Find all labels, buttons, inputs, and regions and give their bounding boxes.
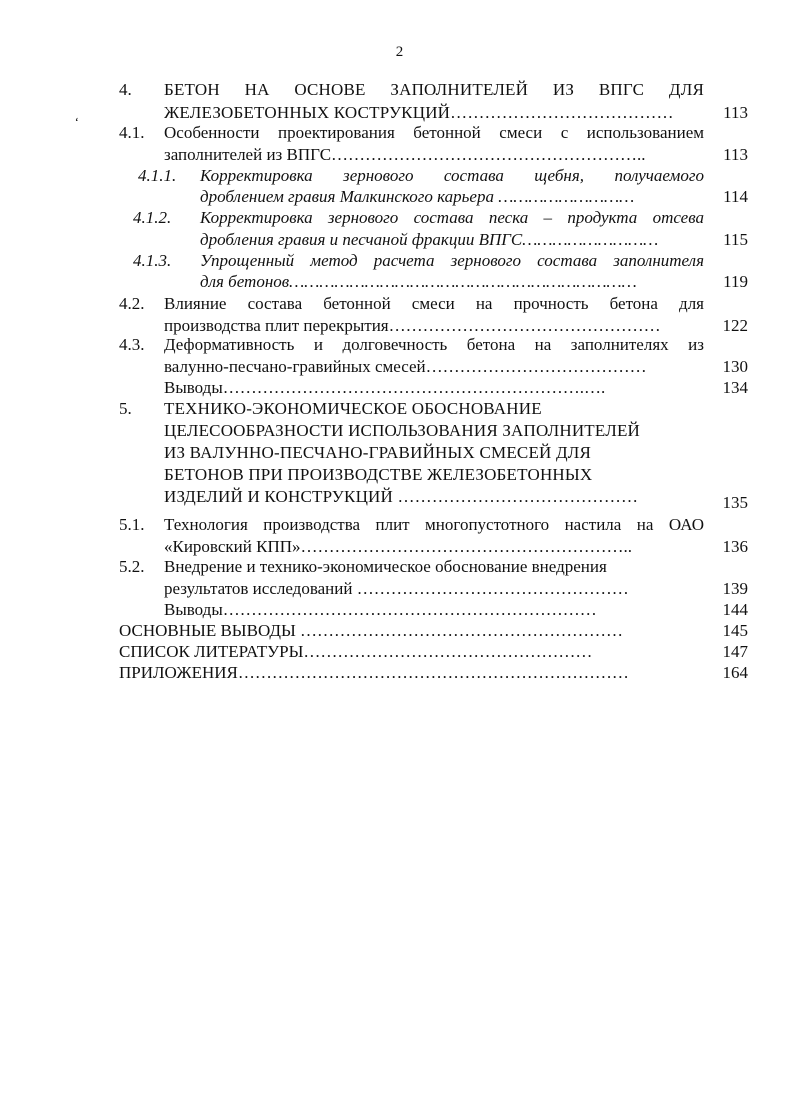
toc-entry-appendices-page: 164 — [722, 663, 748, 682]
toc-entry-4-1-2-title-line2: дробления гравия и песчаной фракции ВПГС……………………… — [200, 230, 659, 249]
toc-entry-references: СПИСОК ЛИТЕРАТУРЫ…………………………………………… — [119, 642, 593, 661]
toc-entry-main-conclusions-page: 145 — [722, 621, 748, 640]
stray-mark: ʻ — [74, 114, 79, 129]
toc-entry-4-1-1-number: 4.1.1. — [138, 166, 177, 185]
toc-entry-4-3-title-line1: Деформативность и долговечность бетона на заполнителях из — [164, 335, 704, 354]
toc-entry-4-1-title-line2: заполнителей из ВПГС……………………………………………….. — [164, 145, 646, 164]
toc-entry-conclusions-4-page: 134 — [722, 378, 748, 397]
toc-entry-5-2-title-line2: результатов исследований ………………………………………… — [164, 579, 629, 598]
toc-entry-4-1-2-page: 115 — [723, 230, 748, 249]
toc-entry-5-2-number: 5.2. — [119, 557, 145, 576]
toc-entry-4-1-2-title-line1: Корректировка зернового состава песка – продукта отсева — [200, 208, 704, 227]
toc-entry-4-title-line1: БЕТОН НА ОСНОВЕ ЗАПОЛНИТЕЛЕЙ ИЗ ВПГС ДЛЯ — [164, 80, 704, 99]
toc-entry-4-1-3-number: 4.1.3. — [133, 251, 172, 270]
toc-entry-4-1-1-title-line2: дроблением гравия Малкинского карьера ……………………… — [200, 187, 635, 206]
toc-entry-4-title-line2: ЖЕЛЕЗОБЕТОННЫХ КОСТРУКЦИЙ………………………………… — [164, 103, 674, 122]
toc-entry-4-1-3-page: 119 — [723, 272, 748, 291]
toc-entry-5-2-title-line1: Внедрение и технико-экономическое обоснование внедрения — [164, 557, 607, 576]
toc-entry-4-2-title-line2: производства плит перекрытия………………………………………… — [164, 316, 661, 335]
toc-entry-5-1-page: 136 — [722, 537, 748, 556]
toc-entry-4-2-page: 122 — [722, 316, 748, 335]
toc-entry-4-1-1-page: 114 — [723, 187, 748, 206]
toc-entry-5-1-number: 5.1. — [119, 515, 145, 534]
toc-entry-conclusions-4: Выводы……………………………………………………….…. — [164, 378, 606, 397]
toc-entry-4-1-number: 4.1. — [119, 123, 145, 142]
toc-entry-5-title-line4: БЕТОНОВ ПРИ ПРОИЗВОДСТВЕ ЖЕЛЕЗОБЕТОННЫХ — [164, 465, 593, 484]
toc-entry-4-2-number: 4.2. — [119, 294, 145, 313]
toc-entry-4-1-title-line1: Особенности проектирования бетонной смеси с использованием — [164, 123, 704, 142]
toc-entry-5-title-line2: ЦЕЛЕСООБРАЗНОСТИ ИСПОЛЬЗОВАНИЯ ЗАПОЛНИТЕЛЕЙ — [164, 421, 641, 440]
toc-entry-references-page: 147 — [722, 642, 748, 661]
toc-entry-5-title-line1: ТЕХНИКО-ЭКОНОМИЧЕСКОЕ ОБОСНОВАНИЕ — [164, 399, 542, 418]
toc-entry-4-1-page: 113 — [723, 145, 748, 164]
toc-entry-4-1-1-title-line1: Корректировка зернового состава щебня, получаемого — [200, 166, 704, 185]
toc-entry-4-3-number: 4.3. — [119, 335, 145, 354]
toc-entry-5-1-title-line1: Технология производства плит многопустотного настила на ОАО — [164, 515, 704, 534]
toc-entry-5-1-title-line2: «Кировский КПП»………………………………………………….. — [164, 537, 633, 556]
page-number: 2 — [395, 44, 404, 60]
toc-entry-conclusions-5-page: 144 — [722, 600, 748, 619]
toc-entry-4-3-page: 130 — [722, 357, 748, 376]
toc-entry-appendices: ПРИЛОЖЕНИЯ…………………………………………………………… — [119, 663, 629, 682]
toc-entry-5-2-page: 139 — [722, 579, 748, 598]
toc-entry-5-title-line5: ИЗДЕЛИЙ И КОНСТРУКЦИЙ …………………………………… — [164, 487, 639, 506]
toc-entry-4-number: 4. — [119, 80, 132, 99]
toc-entry-conclusions-5: Выводы………………………………………………………… — [164, 600, 597, 619]
toc-entry-5-title-line3: ИЗ ВАЛУННО-ПЕСЧАНО-ГРАВИЙНЫХ СМЕСЕЙ ДЛЯ — [164, 443, 592, 462]
toc-entry-4-1-2-number: 4.1.2. — [133, 208, 172, 227]
toc-entry-5-page: 135 — [722, 493, 748, 512]
toc-entry-4-1-3-title-line1: Упрощенный метод расчета зернового состава заполнителя — [200, 251, 704, 270]
toc-entry-5-number: 5. — [119, 399, 132, 418]
toc-entry-4-2-title-line1: Влияние состава бетонной смеси на прочность бетона для — [164, 294, 704, 313]
toc-entry-4-1-3-title-line2: для бетонов…………………………………………………………… — [200, 272, 637, 291]
toc-entry-4-3-title-line2: валунно-песчано-гравийных смесей………………………………… — [164, 357, 647, 376]
toc-entry-4-page: 113 — [723, 103, 748, 122]
toc-entry-main-conclusions: ОСНОВНЫЕ ВЫВОДЫ ………………………………………………… — [119, 621, 624, 640]
